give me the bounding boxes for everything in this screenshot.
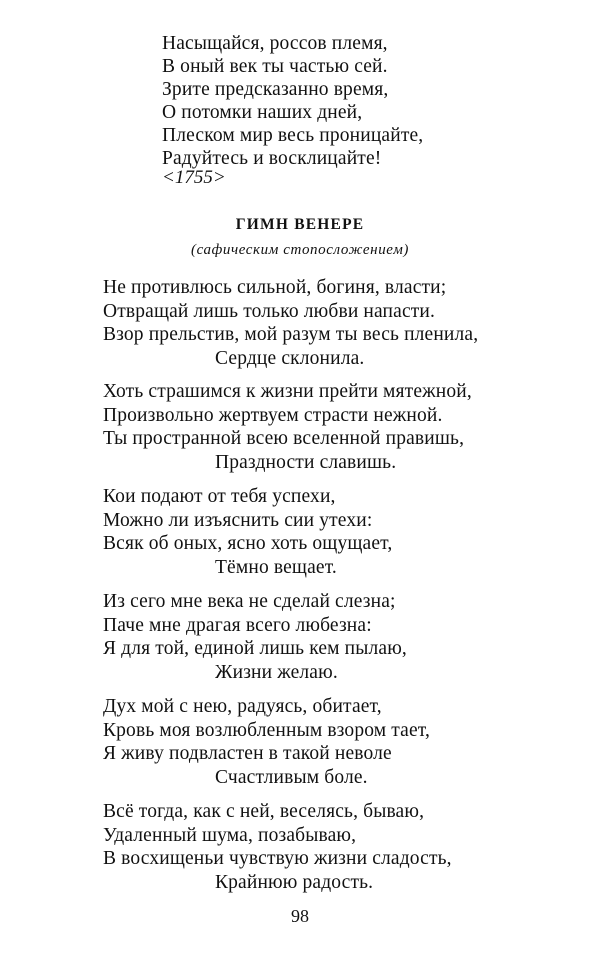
- adonic-line: Тёмно вещает.: [215, 556, 337, 578]
- adonic-line: Крайнюю радость.: [215, 871, 374, 893]
- stanza-2: [103, 380, 472, 474]
- adonic-line: Жизни желаю.: [215, 661, 338, 683]
- poem-subtitle: (сафическим стопосложением): [191, 242, 409, 258]
- verse-line: Всё тогда, как с ней, веселясь, бываю,: [103, 801, 425, 822]
- verse-line: Дух мой с нею, радуясь, обитает,: [103, 696, 382, 717]
- stanza-1: [103, 276, 478, 370]
- verse-line: Я живу подвластен в такой неволе: [103, 743, 392, 764]
- verse-line: Паче мне драгая всего любезна:: [103, 614, 372, 636]
- opening-stanza: [162, 32, 423, 170]
- verse-line: О потомки наших дней,: [162, 102, 363, 123]
- verse-line: Кровь моя возлюбленным взором тает,: [103, 719, 431, 741]
- verse-line: Взор прельстив, мой разум ты весь пленила,: [103, 324, 479, 345]
- verse-line: Не противлюсь сильной, богиня, власти;: [103, 277, 447, 298]
- poem-title: ГИМН ВЕНЕРЕ: [235, 216, 365, 233]
- verse-line: Хоть страшимся к жизни прейти мятежной,: [103, 381, 472, 402]
- stanza-3: [103, 485, 392, 579]
- adonic-line: Сердце склонила.: [215, 347, 365, 369]
- stanza-4: [103, 590, 407, 684]
- verse-line: Произвольно жертвуем страсти нежной.: [103, 404, 443, 426]
- poem-date: <1755>: [162, 167, 226, 188]
- stanza-5: [103, 695, 430, 789]
- verse-line: Удаленный шума, позабываю,: [103, 824, 357, 846]
- stanza-6: [103, 800, 452, 894]
- verse-line: В восхищеньи чувствую жизни сладость,: [103, 848, 452, 869]
- verse-line: Можно ли изъяснить сии утехи:: [103, 509, 373, 531]
- verse-line: Зрите предсказанно время,: [162, 79, 389, 100]
- page-number: 98: [291, 906, 309, 926]
- verse-line: Из сего мне века не сделай слезна;: [103, 591, 396, 612]
- verse-line: Плеском мир весь проницайте,: [162, 125, 424, 146]
- verse-line: Радуйтесь и восклицайте!: [162, 148, 382, 169]
- verse-line: Кои подают от тебя успехи,: [103, 486, 336, 507]
- verse-line: Насыщайся, россов племя,: [162, 33, 388, 54]
- verse-line: Я для той, единой лишь кем пылаю,: [103, 638, 407, 659]
- verse-line: Отвращай лишь только любви напасти.: [103, 300, 436, 322]
- verse-line: В оный век ты частью сей.: [162, 56, 388, 77]
- adonic-line: Счастливым боле.: [215, 766, 368, 788]
- adonic-line: Праздности славишь.: [215, 451, 397, 473]
- verse-line: Всяк об оных, ясно хоть ощущает,: [103, 533, 393, 554]
- verse-line: Ты пространной всею вселенной правишь,: [103, 428, 465, 449]
